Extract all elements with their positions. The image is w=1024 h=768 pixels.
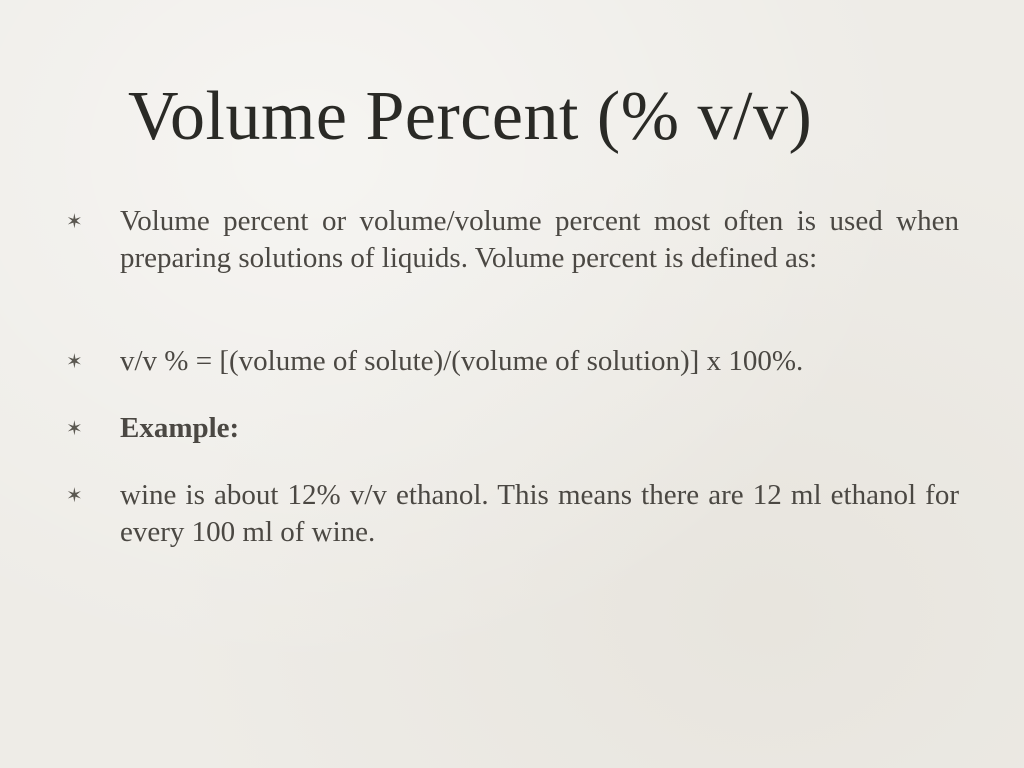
example-heading: Example: <box>120 412 240 444</box>
formula-text: v/v % = [(volume of solute)/(volume of solution)] x 100%. <box>120 345 804 377</box>
list-item <box>64 343 959 380</box>
list-item <box>64 477 959 551</box>
list-item <box>64 410 959 447</box>
bullet-text: Volume percent or volume/volume percent most often is used when preparing solutions of liquids. Volume percent is defined as: <box>120 205 959 274</box>
star-icon: ✶ <box>66 416 83 440</box>
list-item <box>64 203 959 277</box>
slide-title: Volume Percent (% v/v) <box>128 78 813 155</box>
star-icon: ✶ <box>66 209 83 233</box>
star-icon: ✶ <box>66 349 83 373</box>
star-icon: ✶ <box>66 483 83 507</box>
example-text: wine is about 12% v/v ethanol. This means there are 12 ml ethanol for every 100 ml of wine. <box>120 479 959 548</box>
